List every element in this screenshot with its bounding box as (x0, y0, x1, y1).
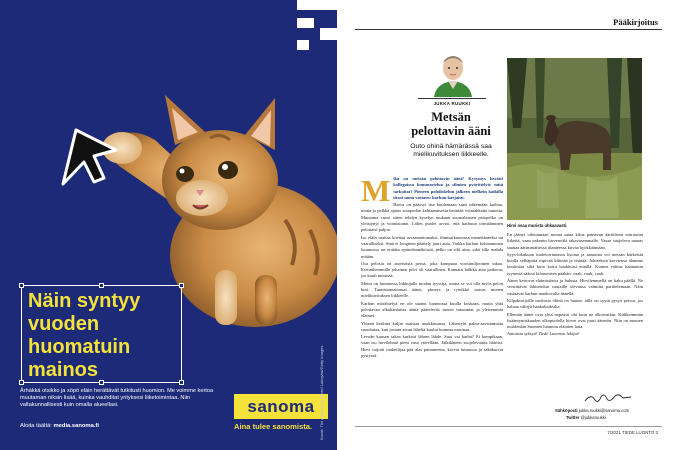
selection-handle (99, 380, 104, 385)
section-label: Pääkirjoitus (613, 17, 658, 27)
paragraph: Iso eläin saattaa koettaa arvaamattomaksi, ihmisarkuutensa menettäneeksi tai vaaralliseksi. Sinä ei looginen päättely juuri auta. Vaikka karhun kohtaaminen luonnossa on erittäin epätodennäköistä, pelko on siltí aina, eikä sille mahda mitään. (361, 234, 503, 259)
selection-handle (19, 283, 24, 288)
drop-cap: M (361, 173, 391, 208)
photo-caption: Hirvi osaa murista uhkaavasti. (507, 223, 568, 228)
paragraph: Levoän kuusen takaa kurkisti lähren lähde. Suoi vai karhu? Ei kumpikaan, vaan iso hirvilehmä pieni vasa vierellään. Jälkikäteen suojelevuutta häiritsi. Hirvi tuijotti tunkeilijaa pää alas painuneena, korvat luimussa ja säkäkarvat pystyssä. (361, 334, 503, 359)
selection-handle (19, 380, 24, 385)
ad-link[interactable] (20, 423, 99, 429)
portrait-divider (418, 98, 486, 99)
article-column-2 (507, 232, 643, 339)
header-divider (355, 29, 662, 30)
paragraph: Yhtenä keskinä kuljin maisiaa noukkimassa. Lähestyin paksa-aavistamatta suonlaitaa, kun jostain aivan läheltä kuului kumeaa murinaa. (361, 320, 503, 332)
photo-credit-text: Kuvat: The Artworks ja Mikael Lainqvist/Getty Images (319, 345, 324, 440)
paragraph: Harva on päässyt itse kuulemaan saati näkemään karhua, mutta jo pelkkä ajatus suurpedon kohtaamisesta herättää voimakkaita tunteita. Muutama vuosi sitten tehdyn kyselyn mukaan suomalaisten petopelko on yleistynyt ja voimistunut. Lähes puolet arvioi, että karhuun törmääminen pelottaisi paljon. (361, 202, 503, 233)
moose-photo (507, 58, 642, 220)
footer-divider (355, 426, 662, 427)
contact-email (555, 408, 629, 413)
sanoma-tagline: Aina tulee sanomista. (234, 422, 313, 431)
pixel-decoration (297, 18, 314, 28)
paragraph: Kilpakosijoille urokosta öhinä on haaste: tällä on syytä pysyä poissa, jos haluaa välttyä hankaluuksilta. (507, 297, 643, 310)
email-address[interactable]: jukka.ruukki@sanoma.com (578, 408, 630, 413)
author-name: JUKKA RUUKKI (433, 101, 471, 106)
contact-twitter (566, 415, 606, 420)
closing-line: Antoisaa syksyä! Tiede Luonnon lukijat! (507, 331, 580, 337)
ad-body-text: Ärhäkkä otsikko ja söpö eläin herättävät tutkitusti huomion. Me voimme kertoa muutaman niksin lisää, kuinka vauhditat yrityksesi liiketoimintaa. Niin valtakunnallisesti kuin omalla alueellasi. (20, 388, 214, 408)
photo-credit (319, 345, 327, 445)
paragraph: Karhun mörähtelyä en ole saanut luonnossa kuulla koskaan, mutta yhtä pelottavan alkukantaisia ääniä pääteleväs monet tutummat ja yleisemmät eläimet. (361, 300, 503, 319)
selection-handle (179, 380, 184, 385)
paragraph: Syys-lokakuun tuuletorrinnassa lisoina ja aamuina voi metsän kärkeistä kuulla selkäpiitä riipivää kihinää ja öhinää. Jokiseksin korviensa älamme kuulostaa siltä kuin koira haukkuisi eräällä. Kumea valitus kantautuu tyynessä säässä kilometrien päähän: vaah, vaah, vaah. (507, 251, 643, 276)
email-label: Sähköposti (555, 408, 578, 413)
twitter-label: Twitter (566, 415, 580, 420)
selection-handle (179, 283, 184, 288)
ad-headline-box (21, 285, 182, 383)
lead-paragraph: ikä on metsän pelottavin ääni? Kysymys herätti kollegoissa kummastelua ja silmien pyörittelyä: mitä tarkoitat? Pieneen pohdiskelun jälkeen melkein kaikilla ittsui sama vastaus: karhun karjaisu. (393, 176, 503, 200)
twitter-handle[interactable]: @jukkaruukki (580, 415, 606, 420)
article-column-1 (361, 173, 503, 360)
article-title (401, 110, 501, 138)
sanoma-logo: sanoma (234, 394, 328, 419)
paragraph: Metsä on luonnossa liikkujalle mudan tyyssija, mutta se voi olla myös pelon koti. Tunnistamattomat äänet, pimeys ja ryteikkö saavat monen mielikuvituksen liikkeelle. (361, 280, 503, 299)
author-portrait (428, 49, 478, 97)
page-footer: 7/2021 TIEDE LUONTO 3 (607, 430, 658, 435)
pixel-decoration (297, 0, 337, 10)
pixel-decoration (297, 40, 309, 50)
ad-link-url[interactable]: media.sanoma.fi (53, 423, 99, 429)
selection-handle (99, 283, 104, 288)
paragraph (361, 173, 503, 208)
paragraph: Äänet kertovat eläimistönsa ja halusta. Hirvilemmellä on haku päällä. Ne viestittävät lähiseudun vaaraille olevansa valmiita parittelemaan. Näin vastaavat karhun maukovalla äänellä. (507, 278, 643, 296)
ad-headline-line: mainos (28, 359, 99, 381)
ad-headline-line: vuoden huomatuin (28, 313, 131, 358)
paragraph: En jäänyt odottamaan monta sataa kiloa painavan äärtiilisen seuraavaa liikettä, vaan pakenin hirvenvälä takavasemmalle. Vasaa suojeleva naaras saattaa äärimmäisessä tilanteessa kiivaa hyökkäämään. (507, 232, 643, 250)
paragraph: Ellemän äänet ovat yhtä nopeasti ohi kuin ne alkoivatkin. Kiihkeimmän lisääntymiskauden ulkopuolella hirvet ovat juuri äänetön. Niin on monien muidenkin Suomen luonnon eläinten laita. (507, 311, 643, 330)
pixel-decoration (320, 28, 337, 40)
author-signature (583, 391, 633, 405)
article-title-line: pelottavin ääni (411, 124, 491, 138)
ad-link-prefix: Aloita täältä: (20, 423, 52, 429)
article-page (337, 0, 674, 450)
cursor-arrow-icon (58, 122, 120, 188)
article-title-line: Metsän (431, 110, 471, 124)
paragraph: Osa pelosta on atavistista perua, joka kumpuaa vuosimiljoonien takaa. Esivanhemmille jokainen pilvi oli vaarallinen. Kannatti hälkkä aina paikoon, jos kuuli mörinää. (361, 260, 503, 279)
ad-headline-line: Näin syntyy (28, 290, 141, 312)
article-subtitle: Outo ohinä hämärässä saa mielikuvituksen liikkeelle. (410, 143, 492, 159)
